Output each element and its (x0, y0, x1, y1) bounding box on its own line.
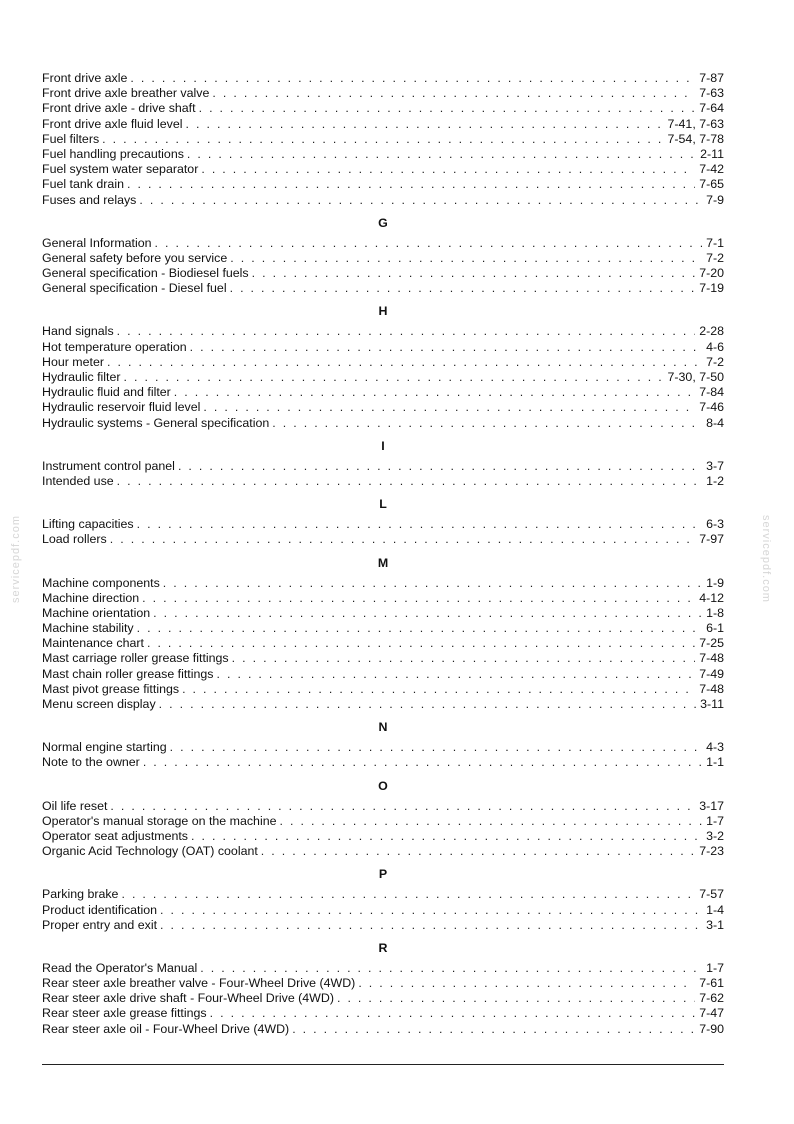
entry-label: Fuel handling precautions (42, 146, 184, 161)
entry-label: Fuel tank drain (42, 177, 124, 192)
entry-label: Normal engine starting (42, 740, 167, 755)
entry-label: Mast carriage roller grease fittings (42, 651, 229, 666)
entry-page-number: 1-4 (706, 902, 724, 917)
entry-page-number: 1-1 (706, 755, 724, 770)
entry-label: Instrument control panel (42, 458, 175, 473)
dot-leader (292, 1022, 695, 1037)
dot-leader (130, 71, 695, 86)
entry-page-number: 7-62 (699, 991, 724, 1006)
section-letter-heading: R (378, 940, 388, 955)
index-entry (42, 651, 724, 666)
entry-label: Hot temperature operation (42, 339, 187, 354)
entry-page-number: 4-12 (699, 590, 724, 605)
index-entry (42, 459, 724, 474)
index-entry (42, 814, 724, 829)
index-entry (42, 976, 724, 991)
dot-leader (230, 251, 702, 266)
index-list (42, 71, 724, 1037)
index-entry (42, 667, 724, 682)
section-letter-heading: O (378, 778, 388, 793)
entry-page-number: 7-47 (699, 1006, 724, 1021)
dot-leader (137, 621, 702, 636)
dot-leader (212, 86, 695, 101)
entry-page-number: 1-2 (706, 473, 724, 488)
index-entry (42, 71, 724, 86)
index-entry (42, 385, 724, 400)
dot-leader (121, 887, 695, 902)
dot-leader (186, 117, 664, 132)
entry-label: Hydraulic reservoir fluid level (42, 400, 201, 415)
entry-label: Lifting capacities (42, 517, 134, 532)
dot-leader (127, 177, 695, 192)
entry-label: Oil life reset (42, 798, 108, 813)
index-entry (42, 991, 724, 1006)
entry-label: Hydraulic fluid and filter (42, 385, 171, 400)
entry-page-number: 1-7 (706, 960, 724, 975)
entry-label: Machine orientation (42, 605, 151, 620)
index-section (42, 939, 724, 1037)
entry-label: Rear steer axle drive shaft - Four-Wheel Drive (4WD) (42, 991, 334, 1006)
entry-page-number: 4-6 (706, 339, 724, 354)
entry-label: Rear steer axle oil - Four-Wheel Drive (4WD) (42, 1021, 290, 1036)
entry-page-number: 7-65 (699, 177, 724, 192)
index-section (42, 437, 724, 489)
entry-label: Maintenance chart (42, 636, 144, 651)
index-entry (42, 340, 724, 355)
entry-page-number: 3-11 (700, 697, 724, 711)
entry-page-number: 7-25 (699, 636, 724, 651)
entry-page-number: 7-64 (699, 101, 724, 116)
entry-page-number: 2-28 (699, 324, 724, 339)
entry-label: Intended use (42, 473, 114, 488)
dot-leader (358, 976, 695, 991)
index-entry (42, 416, 724, 431)
dot-leader (117, 474, 702, 489)
index-entry (42, 887, 724, 902)
entry-label: Mast pivot grease fittings (42, 681, 180, 696)
index-entry (42, 606, 724, 621)
entry-page-number: 7-20 (699, 266, 724, 281)
index-entry (42, 576, 724, 591)
index-entry (42, 86, 724, 101)
entry-page-number: 7-90 (699, 1021, 724, 1036)
index-entry (42, 903, 724, 918)
entry-label: Operator's manual storage on the machine (42, 813, 277, 828)
dot-leader (252, 266, 696, 281)
entry-label: Hand signals (42, 324, 114, 339)
dot-leader (159, 697, 696, 712)
index-entry (42, 162, 724, 177)
entry-label: Menu screen display (42, 697, 156, 711)
entry-label: Rear steer axle breather valve - Four-Wheel Drive (4WD) (42, 976, 356, 991)
index-entry (42, 117, 724, 132)
index-section (42, 71, 724, 208)
entry-page-number: 7-1 (706, 235, 724, 250)
index-entry (42, 147, 724, 162)
index-entry (42, 532, 724, 547)
index-entry (42, 918, 724, 933)
entry-page-number: 6-1 (706, 621, 724, 636)
dot-leader (110, 532, 695, 547)
index-entry (42, 591, 724, 606)
index-entry (42, 236, 724, 251)
dot-leader (153, 606, 702, 621)
entry-label: Front drive axle (42, 71, 128, 85)
index-section (42, 554, 724, 713)
entry-label: Product identification (42, 902, 158, 917)
entry-label: General Information (42, 235, 152, 250)
entry-page-number: 7-48 (699, 651, 724, 666)
entry-page-number: 7-63 (699, 86, 724, 101)
index-entry (42, 324, 724, 339)
section-letter-heading: M (377, 555, 389, 570)
index-section (42, 214, 724, 297)
entry-label: General specification - Biodiesel fuels (42, 266, 249, 281)
entry-page-number: 7-41, 7-63 (667, 116, 724, 131)
index-entry (42, 621, 724, 636)
index-entry (42, 682, 724, 697)
section-letter-heading: H (378, 304, 388, 319)
entry-label: Hour meter (42, 354, 104, 369)
entry-page-number: 7-57 (699, 887, 724, 902)
bottom-rule (42, 1064, 724, 1065)
entry-page-number: 4-3 (706, 740, 724, 755)
dot-leader (272, 416, 702, 431)
entry-page-number: 3-2 (706, 828, 724, 843)
dot-leader (210, 1006, 696, 1021)
index-entry (42, 177, 724, 192)
entry-label: Machine direction (42, 590, 140, 605)
entry-label: General safety before you service (42, 250, 228, 265)
entry-label: Fuel filters (42, 131, 100, 146)
entry-page-number: 7-19 (699, 281, 724, 296)
index-entry (42, 740, 724, 755)
section-letter-heading: G (378, 215, 388, 230)
entry-label: Rear steer axle grease fittings (42, 1006, 207, 1021)
dot-leader (174, 385, 695, 400)
section-letter-heading: P (378, 867, 388, 882)
dot-leader (170, 740, 702, 755)
entry-label: General specification - Diesel fuel (42, 281, 227, 296)
index-entry (42, 355, 724, 370)
entry-label: Read the Operator's Manual (42, 960, 198, 975)
watermark-left: servicepdf.com (10, 515, 22, 603)
entry-label: Operator seat adjustments (42, 828, 189, 843)
entry-page-number: 7-54, 7-78 (667, 131, 724, 146)
index-entry (42, 281, 724, 296)
entry-page-number: 7-97 (699, 532, 724, 547)
entry-label: Load rollers (42, 532, 107, 547)
dot-leader (142, 591, 695, 606)
entry-label: Note to the owner (42, 755, 140, 770)
index-section (42, 865, 724, 933)
dot-leader (216, 667, 695, 682)
index-entry (42, 844, 724, 859)
entry-page-number: 7-46 (699, 400, 724, 415)
entry-page-number: 7-2 (706, 250, 724, 265)
entry-page-number: 7-48 (699, 681, 724, 696)
entry-page-number: 1-8 (706, 605, 724, 620)
dot-leader (201, 162, 695, 177)
index-entry (42, 636, 724, 651)
dot-leader (143, 755, 702, 770)
dot-leader (200, 961, 702, 976)
watermark-right: servicepdf.com (760, 515, 772, 603)
entry-label: Fuses and relays (42, 192, 137, 207)
entry-page-number: 7-2 (706, 354, 724, 369)
index-entry (42, 101, 724, 116)
entry-label: Proper entry and exit (42, 917, 158, 932)
dot-leader (232, 651, 696, 666)
entry-page-number: 3-17 (699, 798, 724, 813)
index-section (42, 495, 724, 547)
dot-leader (178, 459, 702, 474)
entry-page-number: 7-9 (706, 192, 724, 207)
entry-page-number: 1-9 (706, 575, 724, 590)
index-entry (42, 132, 724, 147)
dot-leader (199, 101, 696, 116)
entry-label: Fuel system water separator (42, 162, 199, 177)
entry-page-number: 7-61 (699, 976, 724, 991)
dot-leader (163, 576, 702, 591)
index-entry (42, 799, 724, 814)
dot-leader (107, 355, 702, 370)
dot-leader (117, 324, 696, 339)
entry-page-number: 1-7 (706, 813, 724, 828)
dot-leader (155, 236, 703, 251)
entry-label: Organic Acid Technology (OAT) coolant (42, 844, 258, 859)
entry-label: Front drive axle breather valve (42, 86, 210, 101)
dot-leader (160, 903, 702, 918)
entry-label: Front drive axle fluid level (42, 116, 183, 131)
entry-label: Hydraulic filter (42, 370, 121, 384)
dot-leader (191, 829, 702, 844)
dot-leader (124, 370, 664, 385)
dot-leader (102, 132, 663, 147)
entry-page-number: 7-87 (699, 71, 724, 85)
entry-label: Machine components (42, 575, 160, 590)
entry-label: Mast chain roller grease fittings (42, 666, 214, 681)
index-entry (42, 193, 724, 208)
index-entry (42, 370, 724, 385)
dot-leader (261, 844, 695, 859)
section-letter-heading: L (379, 497, 387, 512)
dot-leader (182, 682, 695, 697)
entry-page-number: 7-23 (699, 844, 724, 859)
index-entry (42, 251, 724, 266)
entry-label: Parking brake (42, 887, 119, 902)
index-entry (42, 1022, 724, 1037)
index-entry (42, 697, 724, 712)
dot-leader (190, 340, 702, 355)
section-letter-heading: I (381, 438, 385, 453)
entry-page-number: 6-3 (706, 517, 724, 532)
entry-label: Machine stability (42, 621, 134, 636)
entry-page-number: 3-7 (706, 458, 724, 473)
entry-page-number: 7-84 (699, 385, 724, 400)
index-section (42, 302, 724, 430)
dot-leader (187, 147, 696, 162)
index-entry (42, 400, 724, 415)
dot-leader (337, 991, 695, 1006)
index-entry (42, 474, 724, 489)
dot-leader (110, 799, 695, 814)
entry-page-number: 3-1 (706, 917, 724, 932)
section-letter-heading: N (378, 720, 388, 735)
dot-leader (139, 193, 702, 208)
dot-leader (160, 918, 702, 933)
dot-leader (230, 281, 696, 296)
index-entry (42, 829, 724, 844)
dot-leader (203, 400, 695, 415)
entry-page-number: 7-49 (699, 666, 724, 681)
dot-leader (147, 636, 695, 651)
index-section (42, 718, 724, 770)
index-entry (42, 266, 724, 281)
entry-page-number: 7-30, 7-50 (667, 370, 724, 384)
entry-label: Front drive axle - drive shaft (42, 101, 196, 116)
index-entry (42, 961, 724, 976)
dot-leader (137, 517, 702, 532)
index-entry (42, 755, 724, 770)
entry-label: Hydraulic systems - General specification (42, 415, 270, 430)
index-section (42, 777, 724, 860)
index-entry (42, 517, 724, 532)
entry-page-number: 2-11 (700, 146, 724, 161)
entry-page-number: 8-4 (706, 415, 724, 430)
dot-leader (279, 814, 702, 829)
index-entry (42, 1006, 724, 1021)
entry-page-number: 7-42 (699, 162, 724, 177)
